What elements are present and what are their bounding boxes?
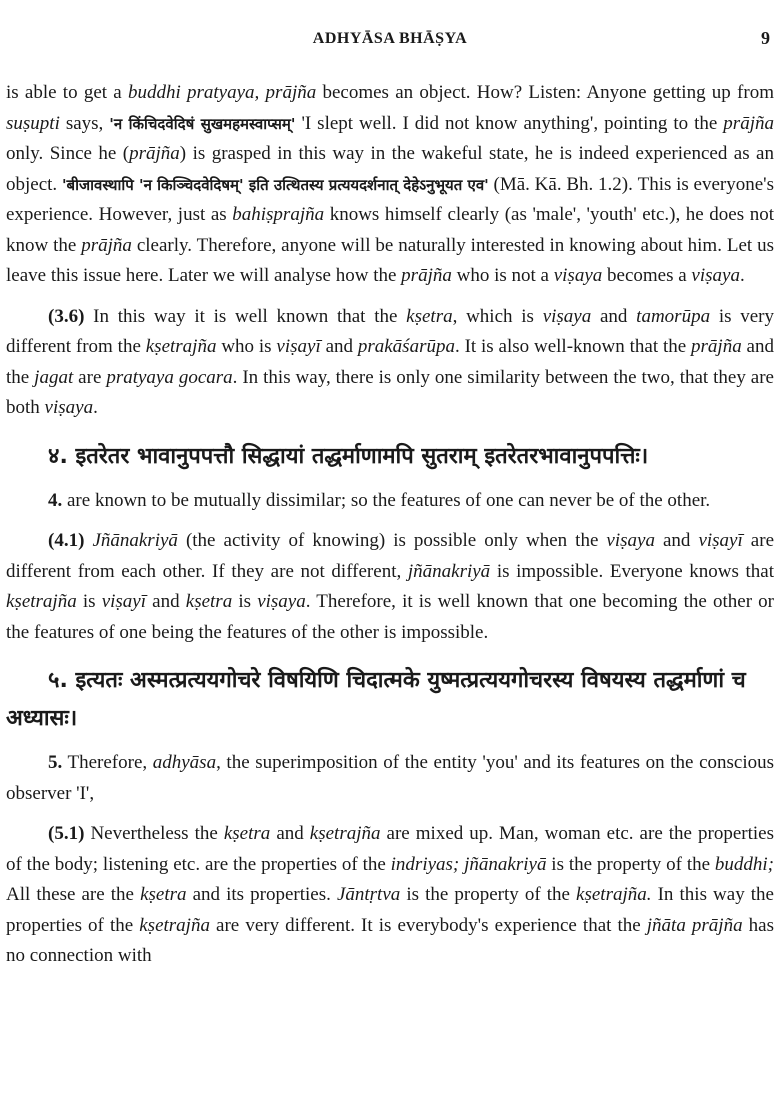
page-number: 9: [761, 28, 770, 48]
paragraph-number: (5.1): [48, 823, 85, 844]
paragraph-continuation: is able to get a buddhi pratyaya, prājña becomes an object. How? Listen: Anyone getting up from suṣupti says, 'न किंचिदवेदिषं सुखमहमस्वाप्सम्' 'I slept well. I did not know anything', pointing to the prājña only. Since he (prājña) is grasped in this way in the wakeful state, he is indeed experienced as an object. 'बीजावस्थापि 'न किञ्चिदवेदिषम्' इति उत्थितस्य प्रत्ययदर्शनात् देहेऽनुभूयत एव' (Mā. Kā. Bh. 1.2). This is everyone's experience. However, just as bahiṣprajña knows himself clearly (as 'male', 'youth' etc.), he does not know the prājña clearly. Therefore, anyone will be naturally interested in knowing about him. Let us leave this issue here. Later we will analyse how the prājña who is not a viṣaya becomes a viṣaya.: [6, 82, 774, 286]
paragraph-4-1: (4.1) Jñānakriyā (the activity of knowing) is possible only when the viṣaya and viṣayī are different from each other. If they are not different, jñānakriyā is impossible. Everyone knows that kṣetrajña is viṣayī and kṣetra is viṣaya. Therefore, it is well known that one becoming the other or the features of one being the features of the other is impossible.: [6, 530, 774, 643]
paragraph-5: 5. Therefore, adhyāsa, the superimposition of the entity 'you' and its features on the conscious observer 'I',: [6, 752, 774, 804]
paragraph-number: 4.: [48, 489, 63, 511]
sanskrit-sutra-5: ५. इत्यतः अस्मत्प्रत्ययगोचरे विषयिणि चिदात्मके युष्मत्प्रत्ययगोचरस्य विषयस्य तद्धर्माणां च अध्यासः।: [6, 668, 746, 731]
paragraph-3-6: (3.6) In this way it is well known that the kṣetra, which is viṣaya and tamorūpa is very different from the kṣetrajña who is viṣayī and prakāśarūpa. It is also well-known that the prājña and the jagat are pratyaya gocara. In this way, there is only one similarity between the two, that they are both viṣaya.: [6, 305, 775, 418]
page-body: [6, 78, 774, 972]
paragraph-4: 4. are known to be mutually dissimilar; so the features of one can never be of the other.: [48, 489, 711, 511]
paragraph-5-1: (5.1) Nevertheless the kṣetra and kṣetrajña are mixed up. Man, woman etc. are the properties of the body; listening etc. are the properties of the indriyas; jñānakriyā is the property of the buddhi; All these are the kṣetra and its properties. Jāntṛtva is the property of the kṣetrajña. In this way the properties of the kṣetrajña are very different. It is everybody's experience that the jñāta prājña has no connection with: [6, 823, 774, 966]
paragraph-number: (3.6): [48, 305, 85, 327]
sanskrit-sutra-4: ४. इतरेतर भावानुपपत्तौ सिद्धायां तद्धर्माणामपि सुतराम् इतरेतरभावानुपपत्तिः।: [48, 443, 649, 469]
paragraph-number: (4.1): [48, 530, 85, 551]
running-title: ADHYĀSA BHĀṢYA: [312, 30, 468, 47]
running-header: [0, 30, 780, 56]
paragraph-number: 5.: [48, 752, 63, 773]
